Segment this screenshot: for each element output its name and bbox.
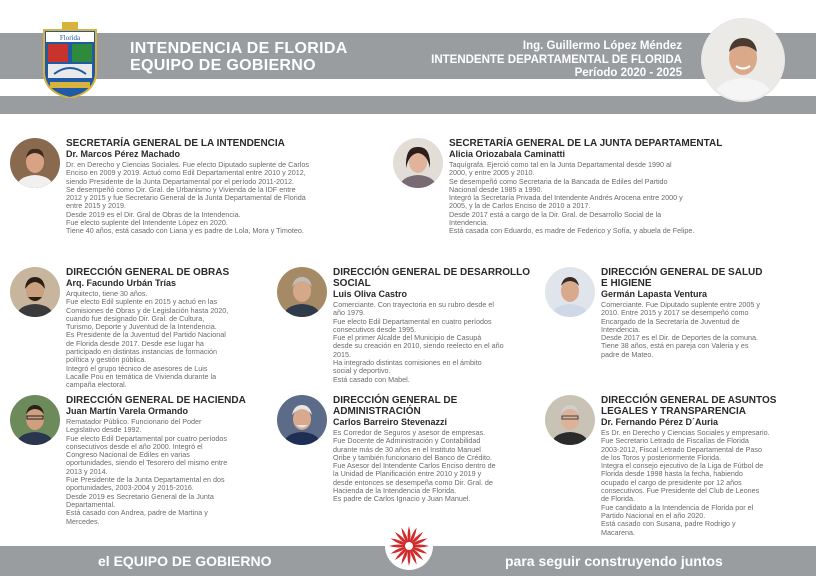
header-title	[130, 40, 348, 74]
card-bio: Taquígrafa. Ejerció como tal en la Junta Departamental desde 1990 al 2000, y entre 2005 y 2010. Se desempeñó como Secretaria de la Bancada de Ediles del Partido Nacional desde 1985 a 1990. Integró la Secretaría Privada del Intendente Andrés Arocena entre 2000 y 2005, y la de Carlos Enciso de 2010 a 2017. Desde 2017 está a cargo de la Dir. Gral. de Desarrollo Social de la Intendencia. Está casada con Eduardo, es madre de Federico y Sofía, y abuela de Felipe.	[449, 160, 695, 236]
intendente-period: Período 2020 - 2025	[574, 67, 682, 79]
header-title-line1: INTENDENCIA DE FLORIDA	[130, 40, 348, 57]
card-title: SECRETARÍA GENERAL DE LA INTENDENCIA	[66, 138, 285, 149]
card-person-name: Luis Oliva Castro	[333, 289, 408, 299]
card-title: DIRECCIÓN GENERAL DE SALUD E HIGIENE	[601, 267, 763, 289]
card-title: DIRECCIÓN GENERAL DE DESARROLLO SOCIAL	[333, 267, 531, 289]
header-lower-band	[0, 96, 816, 114]
shield-text: Florida	[59, 34, 81, 42]
florida-shield-logo	[40, 22, 100, 98]
intendente-name: Ing. Guillermo López Méndez	[522, 40, 682, 52]
avatar	[545, 267, 595, 317]
intendente-portrait	[703, 20, 783, 100]
card-bio: Comerciante. Fue Diputado suplente entre 2005 y 2010. Entre 2015 y 2017 se desempeñó como Encargado de la Secretaría de Juventud de Intendencia. Desde 2017 es el Dir. de Deportes de la comuna. Tiene 38 años, está en pareja con Valeria y es padre de Mateo.	[601, 300, 761, 359]
card-bio: Arquitecto, tiene 30 años. Fue electo Edil suplente en 2015 y actuó en las Comisiones de Obras y de Legislación hasta 2020, cuando fue designado Dir. Gral. de Cultura, Turismo, Deporte y Juventud de la Intendencia. Es Presidente de la Juventud del Partido Nacional de Florida desde 2017. Desde ese lugar ha participado en distintas instancias de formación política y gestión pública. Integró el grupo técnico de asesores de Luis Lacalle Pou en temática de Vivienda durante la campaña electoral.	[66, 289, 229, 390]
avatar	[10, 267, 60, 317]
card-person-name: Alicia Oriozabala Caminatti	[449, 149, 566, 159]
card-bio: Dr. en Derecho y Ciencias Sociales. Fue electo Diputado suplente de Carlos Enciso en 2009 y 2019. Actuó como Edil Departamental entre 2010 y 2012, siendo Presidente de la Junta Departamental por el período 2011-2012. Se desempeñó como Dir. Gral. de Urbanismo y Vivienda de la IDF entre 2012 y 2015 y fue Secretario General de la Junta Departamental de Florida entre 2015 y 2019. Desde 2019 es el Dir. Gral de Obras de la Intendencia. Fue electo suplente del Intendente López en 2020. Tiene 40 años, está casado con Liana y es padre de Lola, Mora y Timoteo.	[66, 160, 309, 236]
card-person-name: Carlos Barreiro Stevenazzi	[333, 417, 448, 427]
card-bio: Es Dr. en Derecho y Ciencias Sociales y empresario. Fue Secretario Letrado de Fiscalías de Florida 2003-2012, Fiscal Letrado Departamental de Paso de los Toros y posteriormente Florida. Integra el consejo ejecutivo de la Liga de Fútbol de Florida desde 1998 hasta la fecha, habiendo ocupado el cargo de presidente por 12 años consecutivos. Fue Presidente del Club de Leones de Florida. Fue candidato a la Intendencia de Florida por el Partido Nacional en el año 2020. Está casado con Susana, padre Rodrigo y Macarena.	[601, 428, 770, 537]
header-band	[0, 33, 816, 79]
party-rosette-logo	[385, 522, 433, 570]
card-person-name: Juan Martín Varela Ormando	[66, 406, 189, 416]
card-bio: Rematador Público. Funcionario del Poder Legislativo desde 1992. Fue electo Edil Departamental por cuatro períodos consecutivos desde el año 2000. Integró el Congreso Nacional de Ediles en varias oportunidades, siendo el Tesorero del mismo entre 2013 y 2014. Fue Presidente de la Junta Departamental en dos oportunidades, 2003-2004 y 2015-2016. Desde 2019 es Secretario General de la Junta Departamental. Está casado con Andrea, padre de Martina y Mercedes.	[66, 417, 228, 526]
card-person-name: Arq. Facundo Urbán Trías	[66, 278, 177, 288]
card-title: SECRETARÍA GENERAL DE LA JUNTA DEPARTAMENTAL	[449, 138, 723, 149]
footer-left-text: el EQUIPO DE GOBIERNO	[98, 553, 272, 569]
card-title: DIRECCIÓN GENERAL DE HACIENDA	[66, 395, 246, 406]
avatar	[277, 395, 327, 445]
card-title: DIRECCIÓN GENERAL DE ASUNTOS LEGALES Y TRANSPARENCIA	[601, 395, 777, 417]
card-bio: Comerciante. Con trayectoria en su rubro desde el año 1979. Fue electo Edil Departamental en cuatro períodos consecutivos desde 1995. Fue el primer Alcalde del Municipio de Casupá desde su creación en 2010, siendo reelecto en el año 2015. Ha integrado distintas comisiones en el ámbito social y deportivo. Está casado con Mabel.	[333, 300, 504, 384]
card-person-name: Dr. Marcos Pérez Machado	[66, 149, 181, 159]
card-person-name: Germán Lapasta Ventura	[601, 289, 708, 299]
card-person-name: Dr. Fernando Pérez D´Auria	[601, 417, 719, 427]
intendente-info	[431, 40, 682, 81]
intendente-role: INTENDENTE DEPARTAMENTAL DE FLORIDA	[431, 53, 682, 66]
avatar	[393, 138, 443, 188]
card-bio: Es Corredor de Seguros y asesor de empresas. Fue Docente de Administración y Contabilidad durante más de 30 años en el Instituto Manuel Oribe y también funcionario del Banco de Crédito. Fue Asesor del Intendente Carlos Enciso dentro de la Unidad de Planificación entre 2010 y 2019 y desde entonces se desempeña como Dir. Gral. de Hacienda de la Intendencia de Florida. Es padre de Carlos Ignacio y Juan Manuel.	[333, 428, 496, 504]
avatar	[10, 138, 60, 188]
card-title: DIRECCIÓN GENERAL DE ADMINISTRACIÓN	[333, 395, 458, 417]
avatar	[545, 395, 595, 445]
header-title-line2: EQUIPO DE GOBIERNO	[130, 57, 316, 74]
card-title: DIRECCIÓN GENERAL DE OBRAS	[66, 267, 230, 278]
footer-right-text: para seguir construyendo juntos	[505, 553, 723, 569]
avatar	[10, 395, 60, 445]
avatar	[277, 267, 327, 317]
